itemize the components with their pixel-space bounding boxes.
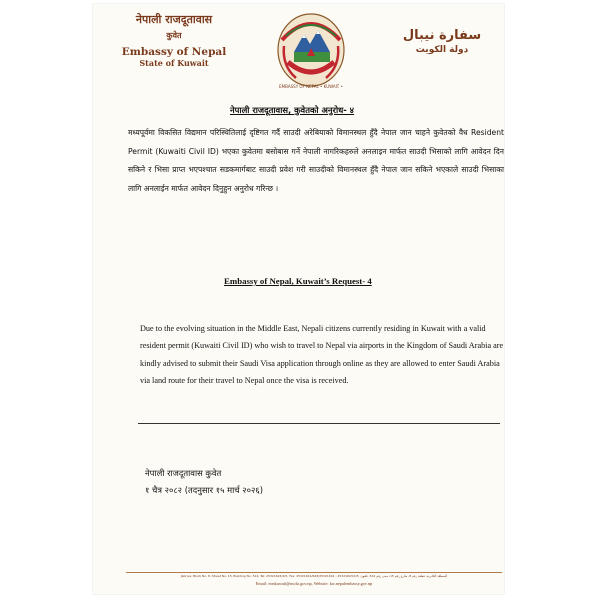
footer-address: Jabriya, Block No. 8, Street No. 15, Building No. 514, Tel: 25321603/4/5, Fax: 25321601/628/25321601 - 25321603/4/5 :المنطقة الجابرية، قطعة رقم 8، شارع رقم 15، مبنى رقم 514، تلفون <box>180 574 448 578</box>
embassy-city-arabic: دولة الكويت <box>415 45 469 55</box>
notice-title-nepali: नेपाली राजदूतावास, कुवेतको अनुरोध- ४ <box>230 105 355 115</box>
embassy-name-english: Embassy of Nepal <box>121 46 227 58</box>
nepal-emblem-icon <box>274 6 348 94</box>
embassy-name-nepali: नेपाली राजदूतावास <box>135 13 213 26</box>
letterhead-right <box>392 28 492 55</box>
embassy-state-english: State of Kuwait <box>139 58 209 68</box>
embassy-city-nepali: कुवेत <box>166 31 182 40</box>
notice-body-english: Due to the evolving situation in the Middle East, Nepali citizens currently residing in Kuwait with a valid resident permit (Kuwaiti Civil ID) who wish to travel to Nepal via airports in the Kingdom of Saudi Arabia are kindly advised to submit their Saudi Visa application through online as they are allowed to enter Saudi Arabia via land route for their travel to Nepal once the visa is received. <box>140 324 504 386</box>
notice-body-nepali: मध्यपूर्वमा विकसित विद्यमान परिस्थितिलाई दृष्टिगत गर्दै साउदी अरेबियाको विमानस्थल हुँदै नेपाल जान चाहने कुवेतको वैध Resident Permit (Kuwaiti Civil ID) भएका कुवेतमा बसोबास गर्ने नेपाली नागरिकहरुले अनलाइन मार्फत साउदी भिसाको लागि आवेदन दिन सकिने र भिसा प्राप्त भएपश्चात सडकमार्गबाट साउदी प्रवेश गरी साउदीको विमानस्थल हुँदै नेपाल जान सकिने भएकाले साउदी भिसाका लागि अनलाईन मार्फत आवेदन दिनुहुन अनुरोध गरिन्छ । <box>128 128 504 193</box>
embassy-name-arabic: سفارة نيبال <box>402 28 482 43</box>
letterhead-left <box>115 12 233 68</box>
footer-contact: Email: eonkuwait@mofa.gov.np, Website: kw.nepalembassy.gov.np <box>255 581 373 586</box>
emblem-text: EMBASSY OF NEPAL • KUWAIT • <box>279 84 343 89</box>
notice-title-english: Embassy of Nepal, Kuwait’s Request- 4 <box>224 276 372 286</box>
divider-line <box>138 423 500 424</box>
signature-embassy: नेपाली राजदूतावास कुवेत <box>145 468 222 478</box>
signature-block <box>145 465 263 499</box>
footer-divider <box>126 572 502 573</box>
signature-date: १ चैत्र २०८२ (तदनुसार १५ मार्च २०२६) <box>145 485 263 495</box>
